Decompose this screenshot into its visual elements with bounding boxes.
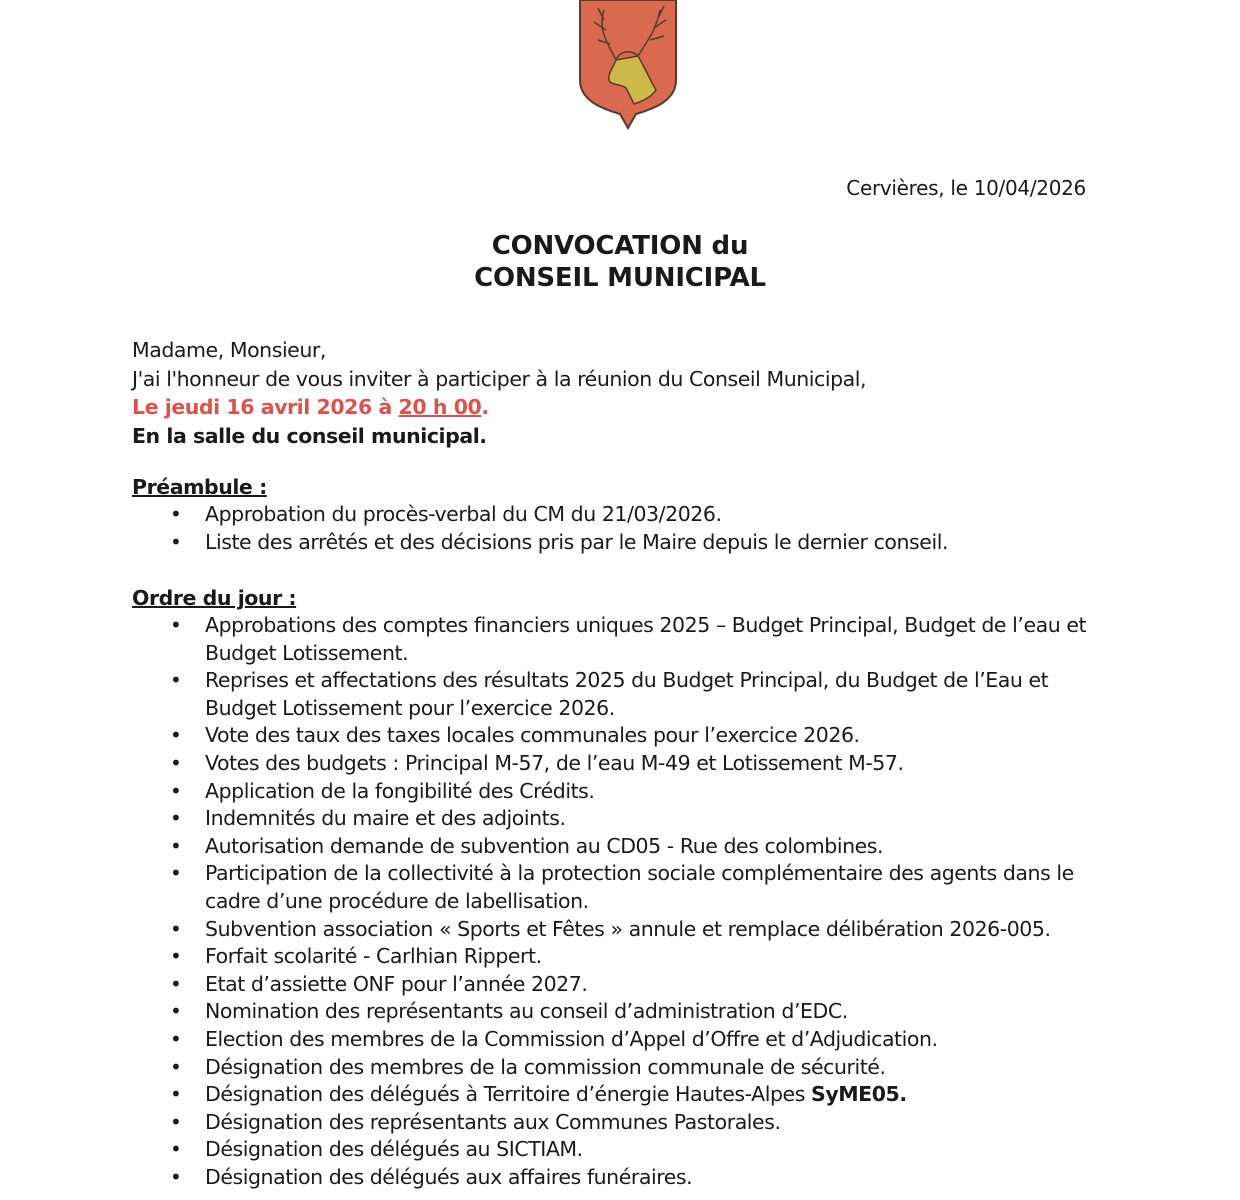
list-item-text: Vote des taux des taxes locales communales pour l’exercice 2026. [205,723,860,748]
meeting-time: 20 h 00 [398,395,482,419]
list-item [132,971,1087,999]
bullet-icon: • [170,668,182,693]
list-item-text: Autorisation demande de subvention au CD05 - Rue des colombines. [205,833,884,858]
document-title [0,230,1240,294]
bullet-icon: • [170,944,182,969]
list-item [132,998,1087,1026]
bullet-icon: • [170,1026,182,1051]
list-item-text: Reprises et affectations des résultats 2025 du Budget Principal, du Budget de l’Eau et Budget Lotissement pour l’exercice 2026. [205,668,1049,720]
bullet-icon: • [170,723,182,748]
list-item-text: Election des membres de la Commission d’Appel d’Offre et d’Adjudication. [205,1026,938,1051]
meeting-date [132,393,866,422]
bullet-icon: • [170,861,182,886]
list-item-text: Approbations des comptes financiers uniques 2025 – Budget Principal, Budget de l’eau et Budget Lotissement. [205,613,1087,665]
list-item [132,1081,1087,1109]
agenda-section [132,584,1087,1191]
list-item [132,501,1087,529]
list-item [132,529,1087,557]
list-item [132,778,1087,806]
list-item-text: Votes des budgets : Principal M-57, de l’eau M-49 et Lotissement M-57. [205,750,904,775]
bullet-icon: • [170,778,182,803]
list-item-text: Participation de la collectivité à la protection sociale complémentaire des agents dans le cadre d’une procédure de labellisation. [205,861,1074,913]
list-item [132,860,1087,915]
list-item [132,1026,1087,1054]
bullet-icon: • [170,916,182,941]
bullet-icon: • [170,613,182,637]
bullet-icon: • [170,502,182,526]
list-item [132,750,1087,778]
list-item [132,1136,1087,1164]
title-line-1: CONVOCATION du [491,231,749,261]
bullet-icon: • [170,971,182,996]
list-item-text: Désignation des représentants aux Communes Pastorales. [205,1109,781,1134]
preamble-heading: Préambule : [132,475,267,499]
list-item-text: Désignation des délégués au SICTIAM. [205,1137,583,1162]
salutation: Madame, Monsieur, [132,338,326,362]
list-item-text: Désignation des membres de la commission communale de sécurité. [205,1054,886,1079]
list-item [132,1054,1087,1082]
list-item [132,1164,1087,1192]
meeting-date-prefix: Le jeudi 16 avril 2026 à [132,395,399,419]
bullet-icon: • [170,1082,182,1107]
agenda-heading: Ordre du jour : [132,586,297,610]
meeting-location: En la salle du conseil municipal. [132,423,487,448]
list-item [132,667,1087,722]
list-item-text: Approbation du procès-verbal du CM du 21/03/2026. [205,502,722,526]
list-item-text: Nomination des représentants au conseil d’administration d’EDC. [205,999,848,1024]
list-item-text: Subvention association « Sports et Fêtes » annule et remplace délibération 2026-005. [205,916,1051,941]
list-item [132,916,1087,944]
list-item [132,833,1087,861]
bullet-icon: • [170,1164,182,1189]
place-date: Cervières, le 10/04/2026 [846,176,1086,200]
bullet-icon: • [170,833,182,858]
bullet-icon: • [170,529,182,554]
bullet-icon: • [170,750,182,775]
list-item [132,805,1087,833]
list-item [132,1109,1087,1137]
list-item [132,943,1087,971]
agenda-list [132,612,1087,1191]
list-item-bold: SyME05. [811,1082,907,1107]
invitation-text: J'ai l'honneur de vous inviter à participer à la réunion du Conseil Municipal, [132,366,867,391]
list-item-text: Liste des arrêtés et des décisions pris par le Maire depuis le dernier conseil. [205,529,949,554]
title-line-2: CONSEIL MUNICIPAL [474,263,766,293]
coat-of-arms [576,0,680,130]
list-item-text: Etat d’assiette ONF pour l’année 2027. [205,971,588,996]
bullet-icon: • [170,1054,182,1079]
bullet-icon: • [170,806,182,831]
list-item-text: Désignation des délégués aux affaires funéraires. [205,1164,693,1189]
intro [132,336,866,450]
bullet-icon: • [170,1109,182,1134]
list-item [132,612,1087,667]
list-item-text: Forfait scolarité - Carlhian Rippert. [205,944,542,969]
bullet-icon: • [170,999,182,1024]
list-item-text: Application de la fongibilité des Crédits. [205,778,595,803]
list-item-text: Indemnités du maire et des adjoints. [205,806,566,831]
bullet-icon: • [170,1137,182,1162]
meeting-date-suffix: . [481,395,489,419]
preamble-section [132,473,1087,556]
list-item-text: Désignation des délégués à Territoire d’énergie Hautes-Alpes [205,1082,811,1107]
list-item [132,722,1087,750]
preamble-list [132,501,1087,556]
